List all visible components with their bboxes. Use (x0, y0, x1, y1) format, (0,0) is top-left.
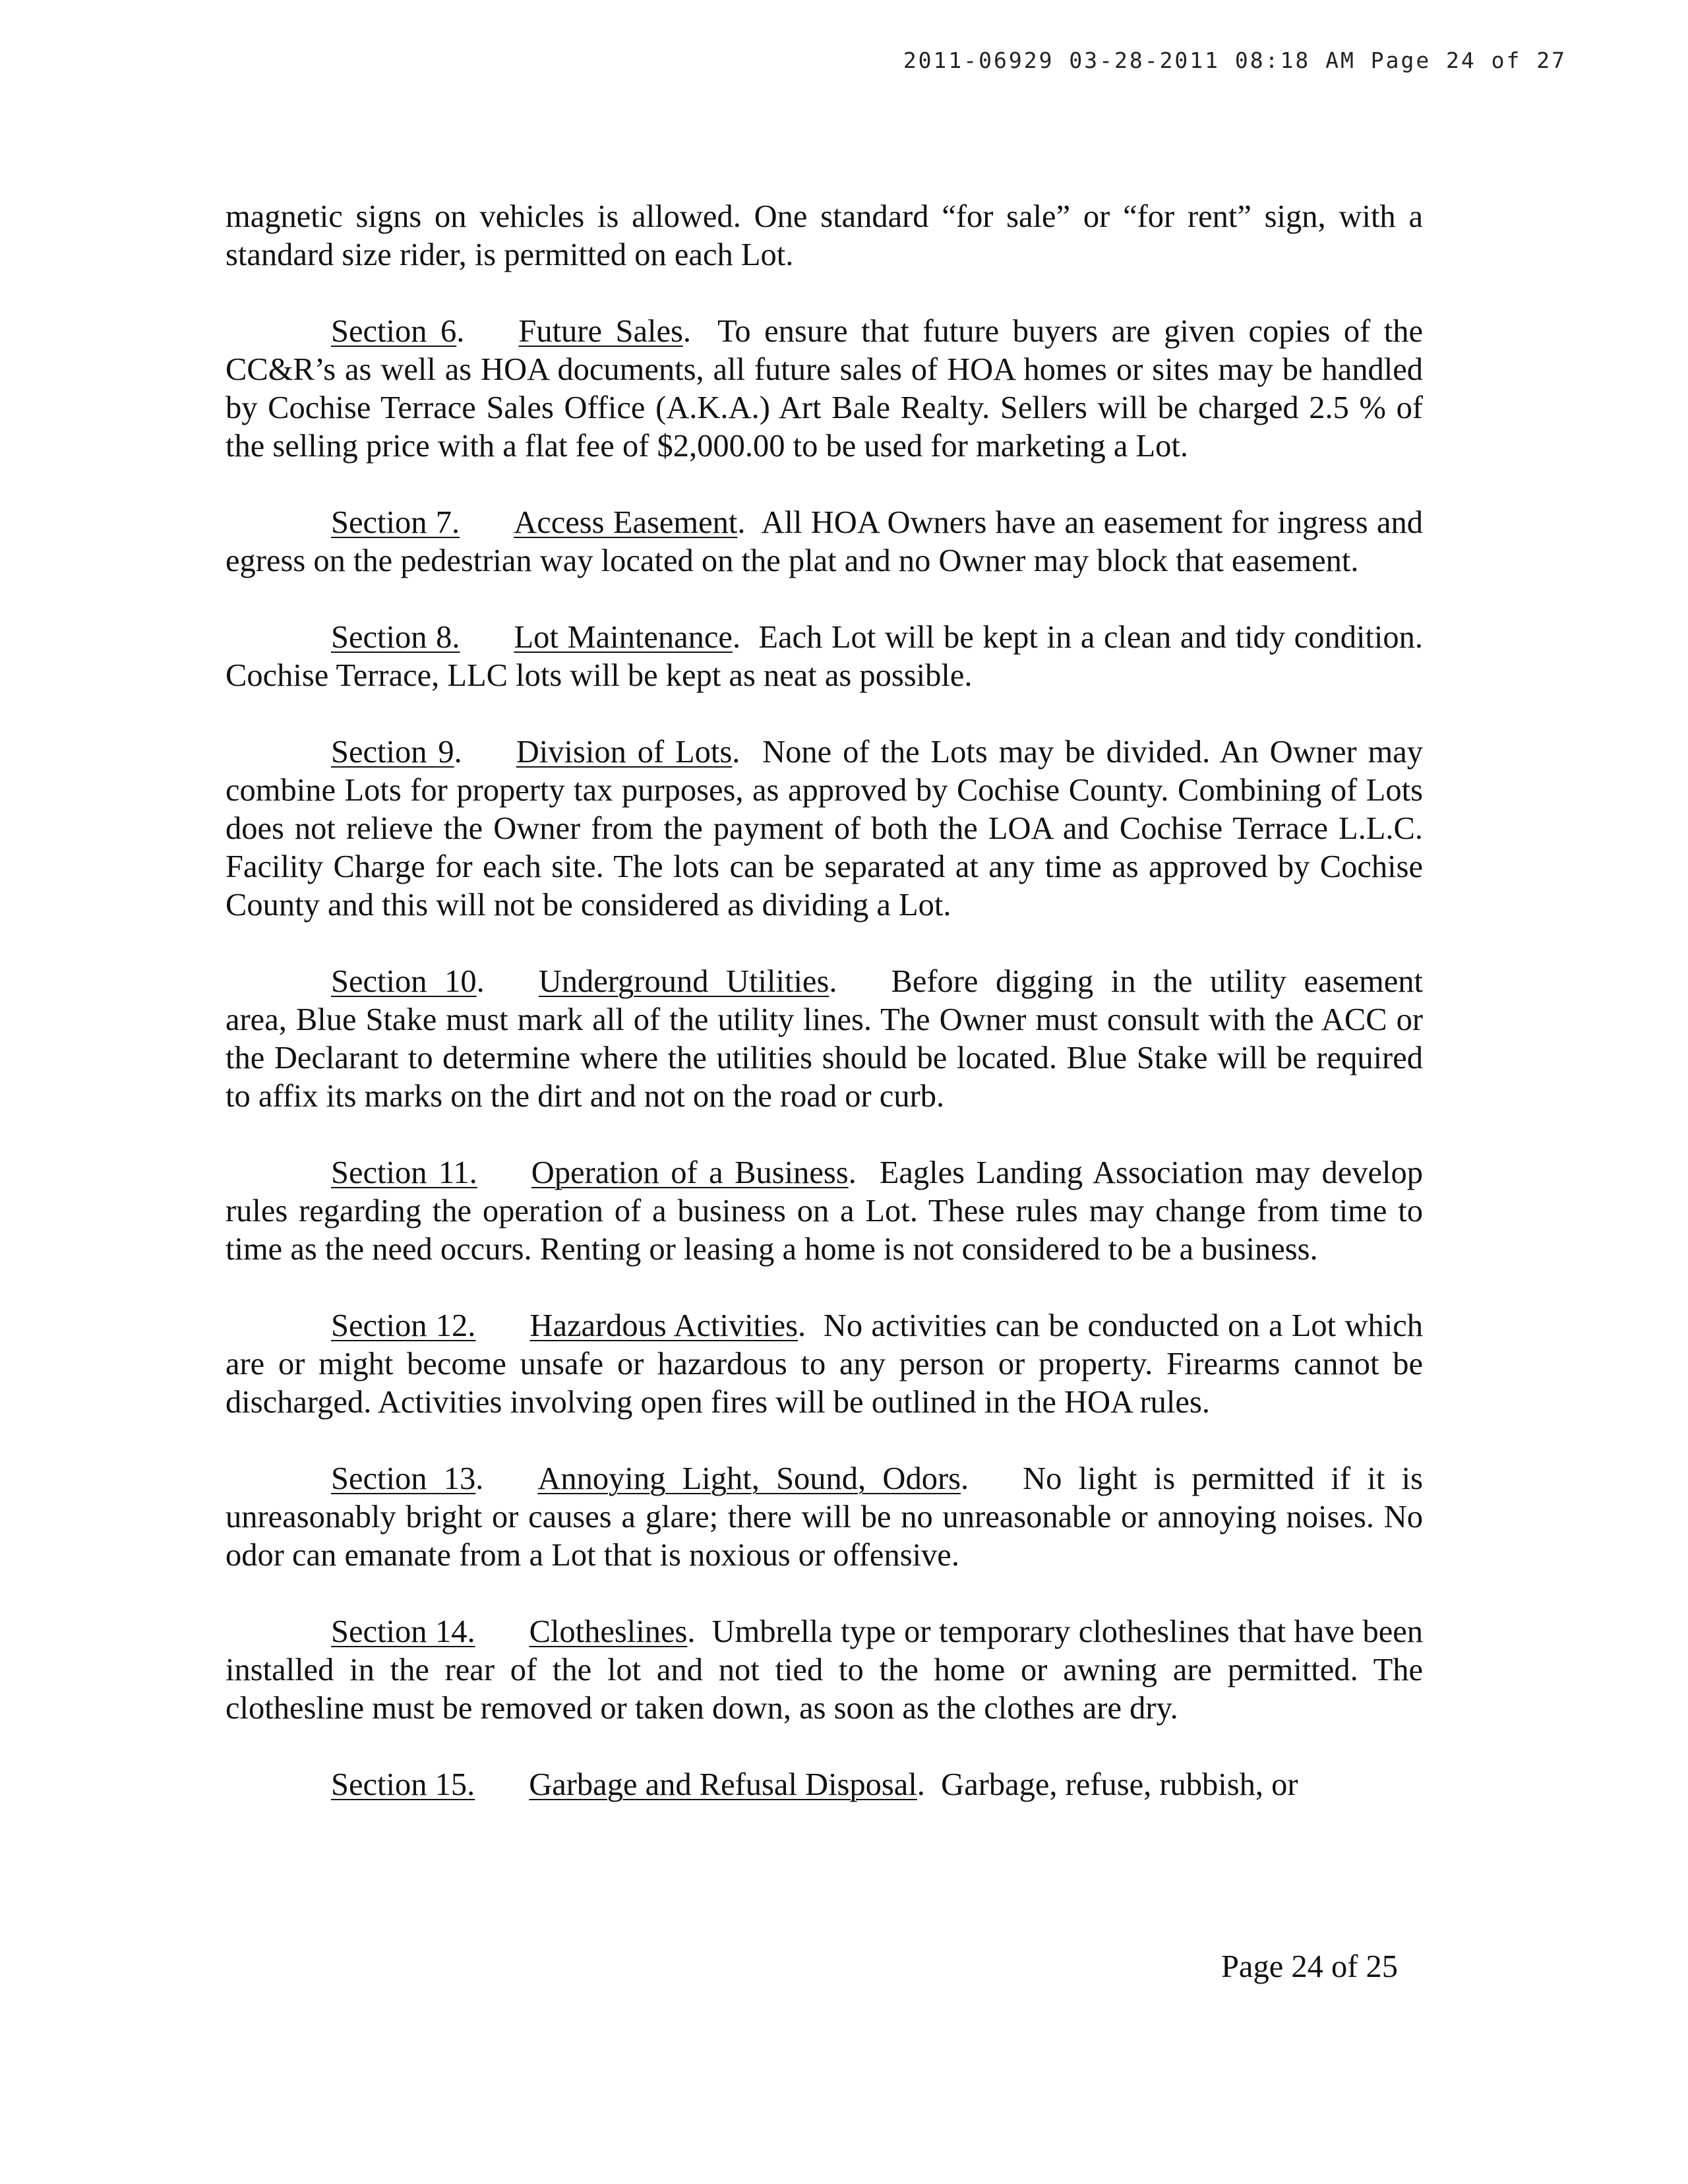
section-text: Umbrella type or temporary clotheslines that have been installed in the rear of the lot and not tied to the home or awning are permitted. The clothesline must be removed or taken down, as soon as the clothes are dry. (226, 1614, 1424, 1726)
section-text: None of the Lots may be divided. An Owner may combine Lots for property tax purposes, as approved by Cochise County. Combining of Lots does not relieve the Owner from the payment of both the LOA and Cochise Terrace L.L.C. Facility Charge for each site. The lots can be separated at any time as approved by Cochise County and this will not be considered as dividing a Lot. (226, 735, 1424, 923)
section-title: Underground Utilities (538, 964, 829, 999)
section-title: Garbage and Refusal Disposal (529, 1767, 917, 1802)
section-text: Eagles Landing Association may develop rules regarding the operation of a business on a Lot. These rules may change from time to time as the need occurs. Renting or leasing a home is not considered to be a business. (226, 1155, 1423, 1267)
section-label: Section 8. (331, 620, 460, 655)
fax-transmission-header: 2011-06929 03-28-2011 08:18 AM Page 24 of 27 (903, 47, 1567, 73)
section-text: No light is permitted if it is unreasonably bright or causes a glare; there will be no unreasonable or annoying noises. No odor can emanate from a Lot that is noxious or offensive. (226, 1461, 1423, 1573)
section-title: Division of Lots (516, 735, 733, 770)
section-title: Access Easement (514, 505, 738, 540)
section-text: Garbage, refuse, rubbish, or (941, 1767, 1298, 1802)
section-title: Future Sales (518, 314, 683, 349)
section-title: Lot Maintenance (514, 620, 733, 655)
section-15: Section 15. Garbage and Refusal Disposal. Garbage, refuse, rubbish, or (331, 1767, 1298, 1802)
section-label: Section 14. (331, 1614, 475, 1649)
section-text: Before digging in the utility easement area, Blue Stake must mark all of the utility lines. The Owner must consult with the ACC or the Declarant to determine where the utilities should be located. Blue Stake will be required to affix its marks on the dirt and not on the road or curb. (226, 964, 1423, 1114)
section-title: Annoying Light, Sound, Odors (537, 1461, 961, 1496)
section-label: Section 12. (331, 1308, 476, 1343)
section-12: Section 12. Hazardous Activities. No activities can be conducted on a Lot which are or might become unsafe or hazardous to any person or property. Firearms cannot be discharged. Activities involving open fires will be outlined in the HOA rules. (226, 1308, 1423, 1420)
section-label: Section 10 (331, 964, 477, 999)
section-title: Clotheslines (529, 1614, 688, 1649)
section-label: Section 9 (331, 735, 454, 770)
section-text: All HOA Owners have an easement for ingress and egress on the pedestrian way located on the plat and no Owner may block that easement. (226, 505, 1423, 578)
section-9: Section 9. Division of Lots. None of the Lots may be divided. An Owner may combine Lots for property tax purposes, as approved by Cochise County. Combining of Lots does not relieve the Owner from the payment of both the LOA and Cochise Terrace L.L.C. Facility Charge for each site. The lots can be separated at any time as approved by Cochise County and this will not be considered as dividing a Lot. (226, 735, 1424, 923)
section-13: Section 13. Annoying Light, Sound, Odors. No light is permitted if it is unreasonably bright or causes a glare; there will be no unreasonable or annoying noises. No odor can emanate from a Lot that is noxious or offensive. (226, 1461, 1423, 1573)
section-text: No activities can be conducted on a Lot which are or might become unsafe or hazardous to any person or property. Firearms cannot be discharged. Activities involving open fires will be outlined in the HOA rules. (226, 1308, 1423, 1420)
document-body (226, 198, 1423, 1842)
section-title: Operation of a Business (531, 1155, 849, 1190)
section-label: Section 7. (331, 505, 460, 540)
section-11: Section 11. Operation of a Business. Eagles Landing Association may develop rules regarding the operation of a business on a Lot. These rules may change from time to time as the need occurs. Renting or leasing a home is not considered to be a business. (226, 1155, 1423, 1267)
section-7: Section 7. Access Easement. All HOA Owners have an easement for ingress and egress on the pedestrian way located on the plat and no Owner may block that easement. (226, 505, 1423, 578)
section-text: Each Lot will be kept in a clean and tidy condition. Cochise Terrace, LLC lots will be kept as neat as possible. (226, 620, 1423, 693)
section-title: Hazardous Activities (529, 1308, 799, 1343)
section-14: Section 14. Clotheslines. Umbrella type or temporary clotheslines that have been installed in the rear of the lot and not tied to the home or awning are permitted. The clothesline must be removed or taken down, as soon as the clothes are dry. (226, 1614, 1424, 1726)
section-label: Section 15. (331, 1767, 475, 1802)
section-text: To ensure that future buyers are given copies of the CC&R’s as well as HOA documents, all future sales of HOA homes or sites may be handled by Cochise Terrace Sales Office (A.K.A.) Art Bale Realty. Sellers will be charged 2.5 % of the selling price with a flat fee of $2,000.00 to be used for marketing a Lot. (226, 314, 1423, 464)
section-label: Section 13 (331, 1461, 476, 1496)
section-label: Section 11. (331, 1155, 477, 1190)
page-number: Page 24 of 25 (1221, 1949, 1398, 1984)
section-10: Section 10. Underground Utilities. Before digging in the utility easement area, Blue Stake must mark all of the utility lines. The Owner must consult with the ACC or the Declarant to determine where the utilities should be located. Blue Stake will be required to affix its marks on the dirt and not on the road or curb. (226, 964, 1423, 1114)
section-8: Section 8. Lot Maintenance. Each Lot will be kept in a clean and tidy condition. Cochise Terrace, LLC lots will be kept as neat as possible. (226, 620, 1423, 693)
section-6: Section 6. Future Sales. To ensure that future buyers are given copies of the CC&R’s as well as HOA documents, all future sales of HOA homes or sites may be handled by Cochise Terrace Sales Office (A.K.A.) Art Bale Realty. Sellers will be charged 2.5 % of the selling price with a flat fee of $2,000.00 to be used for marketing a Lot. (226, 314, 1423, 464)
opening-paragraph: magnetic signs on vehicles is allowed. One standard “for sale” or “for rent” sign, with a standard size rider, is permitted on each Lot. (226, 199, 1423, 272)
section-label: Section 6 (331, 314, 457, 349)
